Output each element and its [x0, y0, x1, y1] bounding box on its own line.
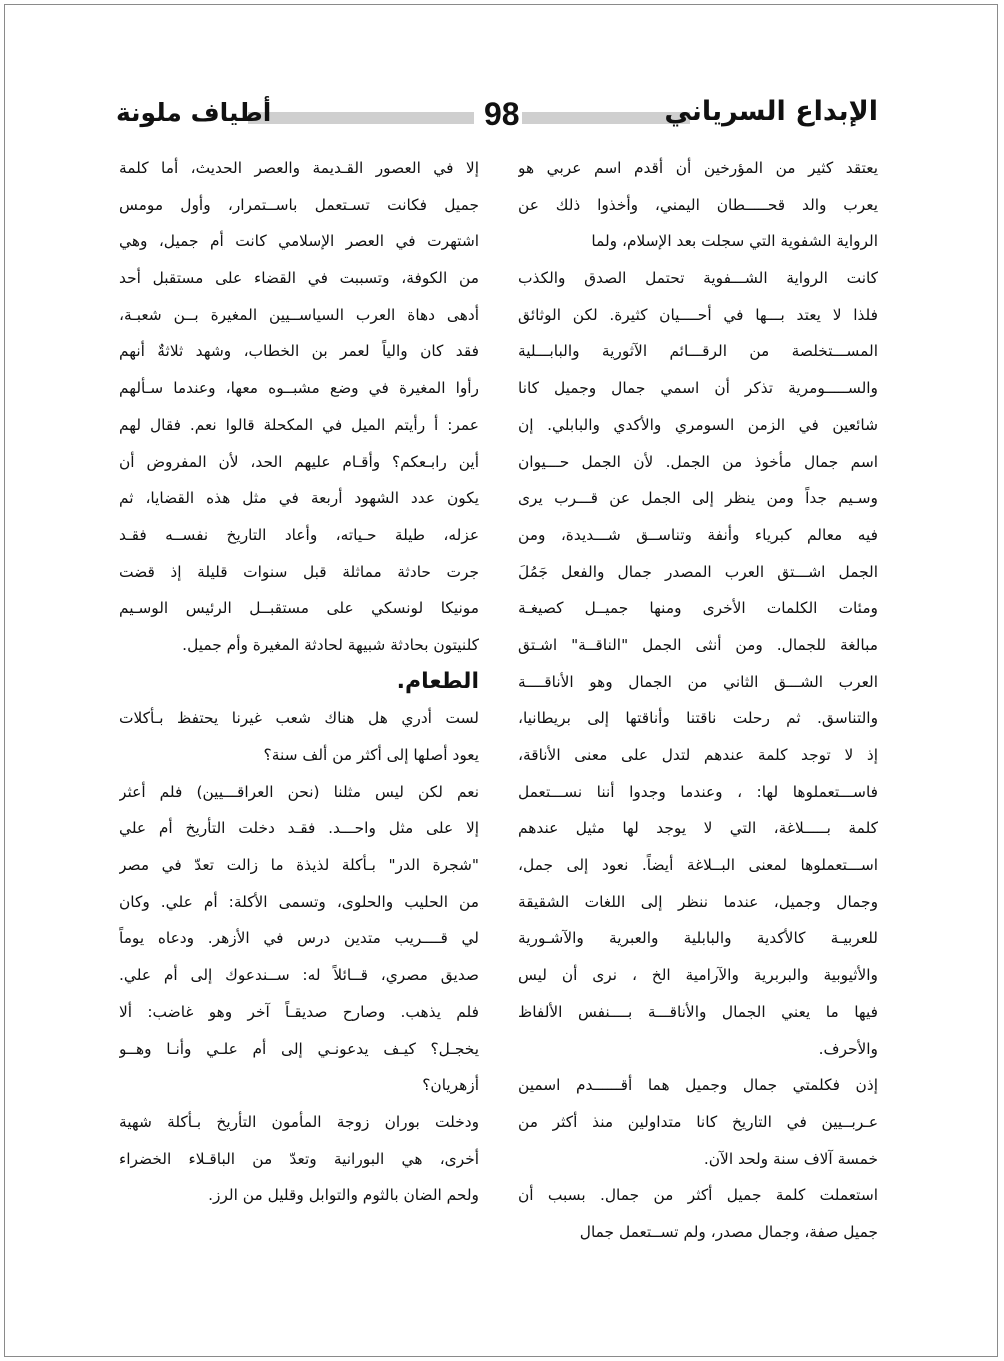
- text-line: ولحم الضان بالثوم والتوابل وقليل من الرز.: [208, 1186, 479, 1205]
- section-heading: الطعام.: [396, 668, 479, 694]
- text-line: الجمل اشـــتق العرب المصدر جمال والفعل جَمُلَ: [518, 562, 878, 581]
- text-line: فلذا لا يعتد بـــها في أحــــيان كثيرة. لكن الوثائق: [518, 305, 878, 324]
- text-line: يعود أصلها إلى أكثر من ألف سنة؟: [263, 746, 479, 764]
- header-rule-left: [248, 112, 474, 124]
- text-line: كانت الرواية الشـــفوية تحتمل الصدق والكذب: [518, 269, 878, 288]
- text-line: عـربــيين في التاريخ كانا متداولين منذ أكثر من: [518, 1112, 878, 1131]
- text-line: ودخلت بوران زوجة المأمون التأريخ بـأكلة شهية: [119, 1112, 479, 1131]
- text-line: أخرى، هي البورانية وتعدّ من الباقـلاء الخضراء: [119, 1149, 479, 1168]
- text-line: اسم جمال مأخوذ من الجمل. لأن الجمل حـــيوان: [518, 452, 878, 471]
- text-line: صديق مصري، قــائلاً له: ســندعوك إلى أم علي.: [119, 966, 479, 985]
- text-line: إذ لا توجد كلمة عندهم لتدل على معنى الأناقة،: [518, 746, 878, 764]
- text-line: لي قــــريب متدين درس في الأزهر. ودعاه يوماً: [119, 929, 479, 948]
- text-line: أدهى دهاة العرب السياســيين المغيرة بــن شعبـة،: [119, 305, 479, 324]
- text-line: خمسة آلاف سنة ولحد الآن.: [703, 1149, 878, 1168]
- text-line: جميل فكانت تسـتعمل باســتمرار، وأول مومس: [119, 195, 479, 214]
- text-line: ومئات الكلمات الأخرى ومنها جميــل كصيغـة: [518, 599, 878, 618]
- text-line: مونيكا لونسكي على مستقبــل الرئيس الوسـيم: [119, 599, 479, 618]
- magazine-title: الإبداع السرياني: [664, 96, 878, 127]
- text-line: فقد كان والياً لعمر بن الخطاب، وشهد ثلاثةٌ أنهم: [119, 342, 479, 361]
- text-line: كلمة بـــــلاغة، التي لا يوجد لها مثيل عندهم: [518, 819, 878, 838]
- text-line: عمر: أ رأيتم الميل في المكحلة قالوا نعم. فقال لهم: [119, 415, 479, 434]
- text-line: والأحرف.: [818, 1039, 878, 1058]
- text-line: العرب الشـــق الثاني من الجمال وهو الأناقــــة: [518, 672, 878, 691]
- page-header: [0, 92, 1004, 142]
- text-line: إلا على مثل واحـــد. فقـد دخلت التأريخ أم علي: [119, 819, 479, 838]
- text-line: يكون عدد الشهود أربعة في مثل هذه القضايا، ثم: [119, 489, 479, 508]
- text-line: كلنيتون بحادثة شبيهة لحادثة المغيرة وأم جميل.: [182, 635, 479, 654]
- text-line: اســـتعملوها لمعنى البــلاغة أيضاً. نعود إلى جمل،: [518, 856, 878, 875]
- text-line: يعرب والد قحـــــطان اليمني، وأخذوا ذلك عن: [518, 195, 878, 214]
- text-line: استعملت كلمة جميل أكثر من جمال. بسبب أن: [518, 1186, 878, 1205]
- text-line: إلا في العصور القـديمة والعصر الحديث، أما كلمة: [119, 159, 479, 177]
- text-line: فيها ما يعني الجمال والأناقـــة بــــنفس الألفاظ: [518, 1002, 878, 1021]
- section-title: أطياف ملونة: [116, 98, 272, 127]
- text-line: "شجرة الدر" بـأكلة لذيذة ما زالت تعدّ في مصر: [119, 856, 479, 875]
- text-line: عزله، طيلة حـياته، وأعاد التاريخ نفســه فقـد: [119, 525, 479, 544]
- text-line: والأثيوبية والبربرية والآرامية الخ ، نرى أن ليس: [518, 966, 878, 985]
- page-number: 98: [484, 96, 520, 132]
- text-line: أين رابـعكم؟ وأقـام عليهم الحد، لأن المفروض أن: [119, 452, 479, 471]
- text-line: نعم لكن ليس مثلنا (نحن العراقـــيين) فلم أعثر: [119, 782, 479, 801]
- left-column: [119, 150, 479, 1214]
- text-line: من الحليب والحلوى، وتسمى الأكلة: أم علي. وكان: [119, 892, 479, 911]
- text-line: الرواية الشفوية التي سجلت بعد الإسلام، ولما: [591, 232, 878, 251]
- text-line: والســـــومرية تذكر أن اسمي جمال وجميل كانا: [518, 379, 878, 398]
- text-line: رأوا المغيرة في وضع مشبــوه معها، وعندما سـألهم: [119, 379, 479, 398]
- text-line: وجمال وجميل، عندما ننظر إلى اللغات الشقيقة: [518, 892, 878, 911]
- text-line: جميل صفة، وجمال مصدر، ولم تســتعمل جمال: [579, 1222, 878, 1241]
- text-line: اشتهرت في العصر الإسلامي كانت أم جميل، وهي: [119, 232, 479, 251]
- text-line: وسـيم جداً ومن ينظر إلى الجمل عن قـــرب يرى: [518, 489, 878, 508]
- text-line: فاســـتعملوها لها: ، وعندما وجدوا أننا نســـتعمل: [518, 782, 878, 801]
- text-line: جرت حادثة مماثلة قبل سنوات قليلة إذ قضت: [119, 562, 479, 581]
- text-line: المســـتخلصة من الرقـــائم الآثورية والبابـــلية: [518, 342, 878, 361]
- text-line: أزهريان؟: [422, 1076, 479, 1095]
- text-line: من الكوفة، وتسببت في القضاء على مستقبل أحد: [119, 269, 479, 288]
- text-line: لست أدري هل هناك شعب غيرنا يحتفظ بـأكلات: [119, 709, 479, 728]
- text-line: فلم يذهب. وصارح صديقـاً آخر وهو غاضب: ألا: [119, 1002, 479, 1021]
- text-line: يخجـل؟ كيـف يدعونـي إلى أم علـي وأنـا وهــو: [119, 1039, 479, 1058]
- text-line: يعتقد كثير من المؤرخين أن أقدم اسم عربي هو: [518, 159, 878, 177]
- text-line: مبالغة للجمال. ومن أنثى الجمل "الناقــة" اشـتق: [518, 635, 878, 654]
- text-line: والتناسق. ثم رحلت ناقتنا وأناقتها إلى بريطانيا،: [518, 709, 878, 728]
- right-column: [518, 150, 878, 1251]
- text-line: إذن فكلمتي جمال وجميل هما أقــــــدم اسمين: [518, 1076, 878, 1095]
- text-line: شائعين في الزمن السومري والأكدي والبابلي. إن: [518, 415, 878, 434]
- text-line: للعربيـة كالأكدية والبابلية والعبرية والآشـورية: [518, 929, 878, 948]
- text-line: فيه معالم كبرياء وأنفة وتناســق شـــديدة، ومن: [518, 525, 878, 544]
